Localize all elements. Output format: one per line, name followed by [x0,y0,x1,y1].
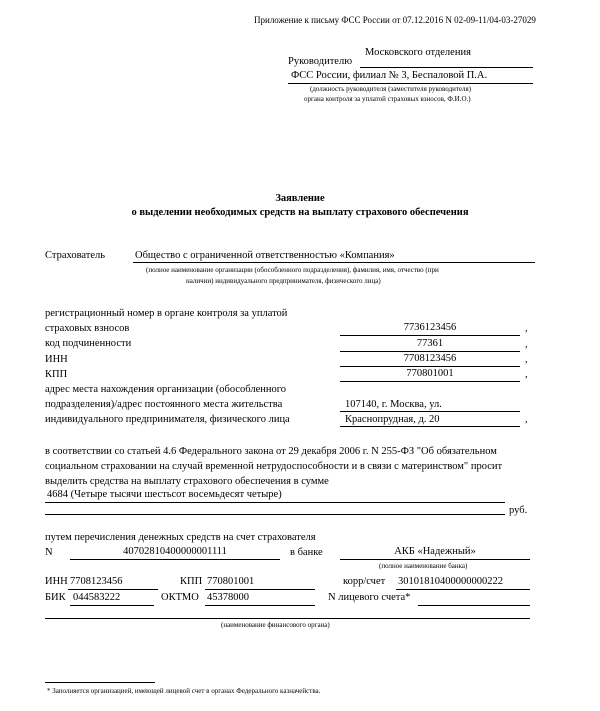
amount-line2 [45,514,505,515]
insurer-line [133,262,535,263]
bank-inn-value: 7708123456 [70,576,123,587]
registration-label-line1: регистрационный номер в органе контроля за уплатой [45,308,288,319]
inn-value: 7708123456 [403,353,457,364]
bank-caption: (полное наименование банка) [379,562,468,570]
address-comma: , [525,414,528,425]
body-line3: выделить средства на выплату страхового обеспечения в сумме [45,476,329,487]
registration-line [340,335,520,336]
registration-label-line2: страховых взносов [45,323,130,334]
insurer-label: Страхователь [45,250,106,261]
address-label-line1: адрес места нахождения организации (обособленного [45,384,287,395]
bank-kpp-line [205,589,315,590]
insurer-value: Общество с ограниченной ответственностью «Компания» [135,250,395,261]
title-line2: о выделении необходимых средств на выплату страхового обеспечения [131,207,469,218]
in-bank-label: в банке [290,547,323,558]
insurer-caption-line1: (полное наименование организации (обособленного подразделения), фамилия, имя, отчество (при [146,266,439,274]
personal-account-label: N лицевого счета* [328,592,411,603]
head-line2 [288,83,533,84]
bank-name-line [340,559,530,560]
registration-comma: , [525,323,528,334]
oktmo-value: 45378000 [207,592,249,603]
head-caption-line2: органа контроля за уплатой страховых взносов, Ф.И.О.) [304,95,471,103]
body-line1: в соответствии со статьей 4.6 Федерального закона от 29 декабря 2006 г. N 255-ФЗ "Об обязательном [45,446,497,457]
oktmo-line [205,605,315,606]
kpp-value: 770801001 [406,368,454,379]
address-label-line2: подразделения)/адрес постоянного места жительства [45,399,283,410]
sub-code-label: код подчиненности [45,338,132,349]
amount-value: 4684 (Четыре тысячи шестьсот восемьдесят четыре) [47,489,282,500]
bank-inn-line [68,589,158,590]
kpp-label: КПП [45,369,68,380]
kpp-comma: , [525,369,528,380]
head-caption-line1: (должность руководителя (заместителя руководителя) [310,85,472,93]
sub-code-value: 77361 [416,338,444,349]
bik-value: 044583222 [73,592,121,603]
address-value-line1: 107140, г. Москва, ул. [345,399,442,410]
head-value-line2: ФСС России, филиал № 3, Беспаловой П.А. [291,70,488,81]
footnote-text: * Заполняется организацией, имеющей лицевой счет в органах Федерального казначейства. [47,687,321,695]
head-line1 [360,67,533,68]
amount-line1 [45,502,505,503]
corr-account-label: корр/счет [343,576,386,587]
bik-line [70,605,154,606]
title-line1: Заявление [275,193,325,204]
address-line1 [340,411,520,412]
footnote-divider [45,682,155,683]
insurer-caption-line2: наличии) индивидуального предпринимателя, физического лица) [186,277,381,285]
account-n-label: N [45,547,53,558]
address-label-line3: индивидуального предпринимателя, физического лица [45,414,290,425]
kpp-line [340,381,520,382]
body-line2: социальном страховании на случай временной нетрудоспособности и в связи с материнством" просит [45,461,503,472]
address-value-line2: Краснопрудная, д. 20 [345,414,440,425]
head-value-line1: Московского отделения [365,47,471,58]
inn-line [340,366,520,367]
bank-name-value: АКБ «Надежный» [394,546,476,557]
inn-label: ИНН [45,354,68,365]
bank-kpp-value: 770801001 [207,576,255,587]
account-value: 40702810400000001111 [123,546,227,557]
currency-label: руб. [509,505,528,516]
attachment-note: Приложение к письму ФСС России от 07.12.2016 N 02-09-11/04-03-27029 [254,15,536,25]
bank-kpp-label: КПП [180,576,203,587]
sub-code-comma: , [525,339,528,350]
corr-account-line [396,589,530,590]
registration-value: 7736123456 [403,322,457,333]
bik-label: БИК [45,592,66,603]
inn-comma: , [525,354,528,365]
corr-account-value: 30101810400000000222 [398,576,503,587]
fin-organ-line [45,618,530,619]
sub-code-line [340,351,520,352]
bank-inn-label: ИНН [45,576,68,587]
head-label: Руководителю [288,56,353,67]
fin-organ-caption: (наименование финансового органа) [221,621,330,629]
account-line [70,559,280,560]
transfer-label: путем перечисления денежных средств на счет страхователя [45,532,316,543]
oktmo-label: ОКТМО [161,592,199,603]
personal-account-line [418,605,530,606]
address-line2 [340,426,520,427]
